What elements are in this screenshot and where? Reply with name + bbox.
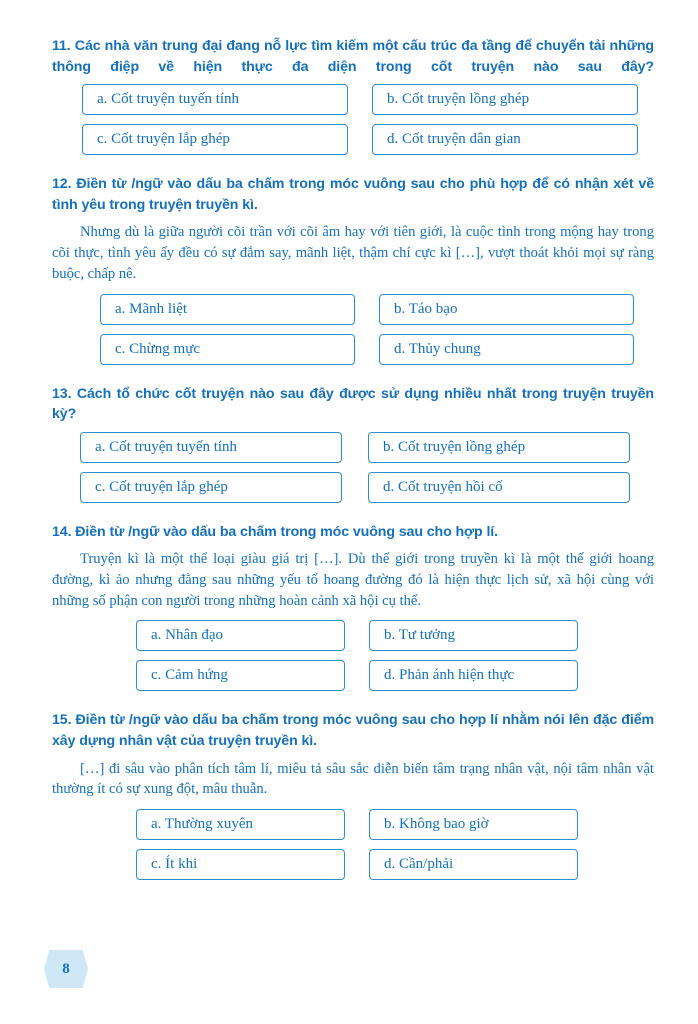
question-15-passage: […] đi sâu vào phân tích tâm lí, miêu tả sâu sắc diễn biến tâm trạng nhân vật, nội tâm nhân vật thường ít có sự xung đột, mâu thuẫn. (52, 760, 654, 798)
option-b[interactable]: b. Không bao giờ (369, 809, 578, 840)
page-number: 8 (62, 960, 70, 977)
question-15-text: 15. Điền từ /ngữ vào dấu ba chấm trong móc vuông sau cho hợp lí nhằm nói lên đặc điểm xây dựng nhân vật của truyện truyền kì. (52, 712, 654, 750)
question-13-options (52, 432, 654, 512)
option-c[interactable]: c. Cảm hứng (136, 660, 345, 691)
option-d[interactable]: d. Phản ánh hiện thực (369, 660, 578, 691)
option-b[interactable]: b. Cốt truyện lồng ghép (368, 432, 630, 463)
question-15-options (52, 809, 654, 889)
option-a[interactable]: a. Cốt truyện tuyến tính (80, 432, 342, 463)
question-12 (52, 174, 654, 373)
option-a[interactable]: a. Cốt truyện tuyến tính (82, 84, 348, 115)
option-d[interactable]: d. Thủy chung (379, 334, 634, 365)
question-12-passage: Nhưng dù là giữa người cõi trần với cõi âm hay với tiên giới, là cuộc tình trong mộng hay trong cõi thực, tình yêu ấy đều có sự đắm say, mãnh liệt, thậm chí cực kì […], vượt thoát khỏi mọi sự ràng buộc, chấp nê. (52, 224, 654, 282)
question-13 (52, 384, 654, 512)
option-a[interactable]: a. Mãnh liệt (100, 294, 355, 325)
question-14-options (52, 620, 654, 700)
question-12-text: 12. Điền từ /ngữ vào dấu ba chấm trong móc vuông sau cho phù hợp để có nhận xét về tình yêu trong truyện truyền kì. (52, 176, 654, 213)
option-b[interactable]: b. Táo bạo (379, 294, 634, 325)
question-14 (52, 522, 654, 701)
page-number-container (44, 950, 88, 988)
question-15 (52, 710, 654, 889)
question-14-passage: Truyện kì là một thể loại giàu giá trị […]. Dù thế giới trong truyền kì là một thế giới hoang đường, kì ảo nhưng đằng sau những yếu tố hoang đường đó là hiện thực lịch sử, xã hội cùng với những số phận con người trong những hoàn cảnh xã hội cụ thể. (52, 551, 654, 609)
option-a[interactable]: a. Thường xuyên (136, 809, 345, 840)
question-11 (52, 36, 654, 164)
option-d[interactable]: d. Cốt truyện dân gian (372, 124, 638, 155)
question-11-options (52, 84, 654, 164)
option-a[interactable]: a. Nhân đạo (136, 620, 345, 651)
option-c[interactable]: c. Cốt truyện lắp ghép (80, 472, 342, 503)
option-b[interactable]: b. Tư tưởng (369, 620, 578, 651)
question-14-text: 14. Điền từ /ngữ vào dấu ba chấm trong móc vuông sau cho hợp lí. (52, 523, 498, 540)
option-d[interactable]: d. Cốt truyện hồi cố (368, 472, 630, 503)
option-d[interactable]: d. Cần/phải (369, 849, 578, 880)
question-13-text: 13. Cách tổ chức cốt truyện nào sau đây được sử dụng nhiều nhất trong truyện truyền kỳ? (52, 385, 654, 423)
option-c[interactable]: c. Ít khi (136, 849, 345, 880)
question-12-options (52, 294, 654, 374)
option-b[interactable]: b. Cốt truyện lồng ghép (372, 84, 638, 115)
option-c[interactable]: c. Cốt truyện lắp ghép (82, 124, 348, 155)
option-c[interactable]: c. Chừng mực (100, 334, 355, 365)
question-11-text: 11. Các nhà văn trung đại đang nỗ lực tìm kiếm một cấu trúc đa tầng để chuyển tải những thông điệp về hiện thực đa diện trong cốt truyện nào sau đây? (52, 38, 654, 75)
